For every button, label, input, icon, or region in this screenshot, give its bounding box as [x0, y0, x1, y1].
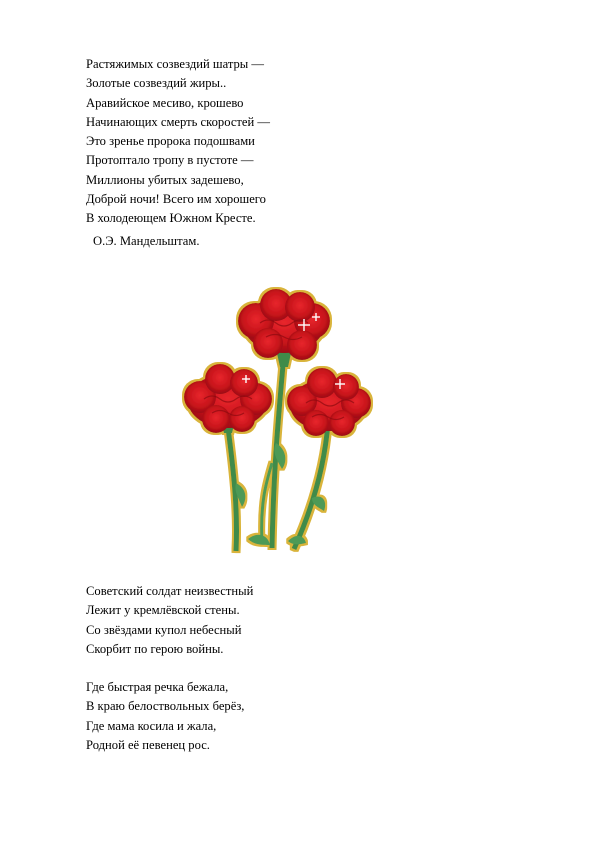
poem-mandelstam [86, 55, 270, 229]
poem-line: Скорбит по герою войны. [86, 641, 224, 656]
poem-line: В холодеющем Южном Кресте. [86, 211, 256, 226]
poem-line: Протоптало тропу в пустоте — [86, 153, 254, 168]
poem-line: Миллионы убитых задешево, [86, 172, 244, 187]
poem-line: Начинающих смерть скоростей — [86, 114, 270, 129]
poem-line: Аравийское месиво, крошево [86, 95, 244, 110]
poem-unknown-soldier [86, 582, 253, 659]
poem-line: Растяжимых созвездий шатры — [86, 57, 265, 71]
poem-line: Лежит у кремлёвской стены. [86, 603, 240, 618]
poem-river-stanza [86, 678, 244, 755]
poem-line: Родной её певенец рос. [86, 737, 210, 752]
poem-line: В краю белоствольных берёз, [86, 699, 245, 714]
carnations-illustration [176, 283, 391, 563]
poem-line: Это зренье пророка подошвами [86, 134, 255, 149]
red-carnations-icon [176, 283, 391, 563]
poem-line: Со звёздами купол небесный [86, 622, 242, 637]
poem-line: Где мама косила и жала, [86, 718, 217, 733]
poem-line: Доброй ночи! Всего им хорошего [86, 192, 266, 207]
poem-line: Золотые созвездий жиры.. [86, 76, 227, 91]
poem-author-signature: О.Э. Мандельштам. [93, 234, 200, 248]
poem-line: Где быстрая речка бежала, [86, 680, 229, 694]
poem-line: Советский солдат неизвестный [86, 584, 254, 598]
